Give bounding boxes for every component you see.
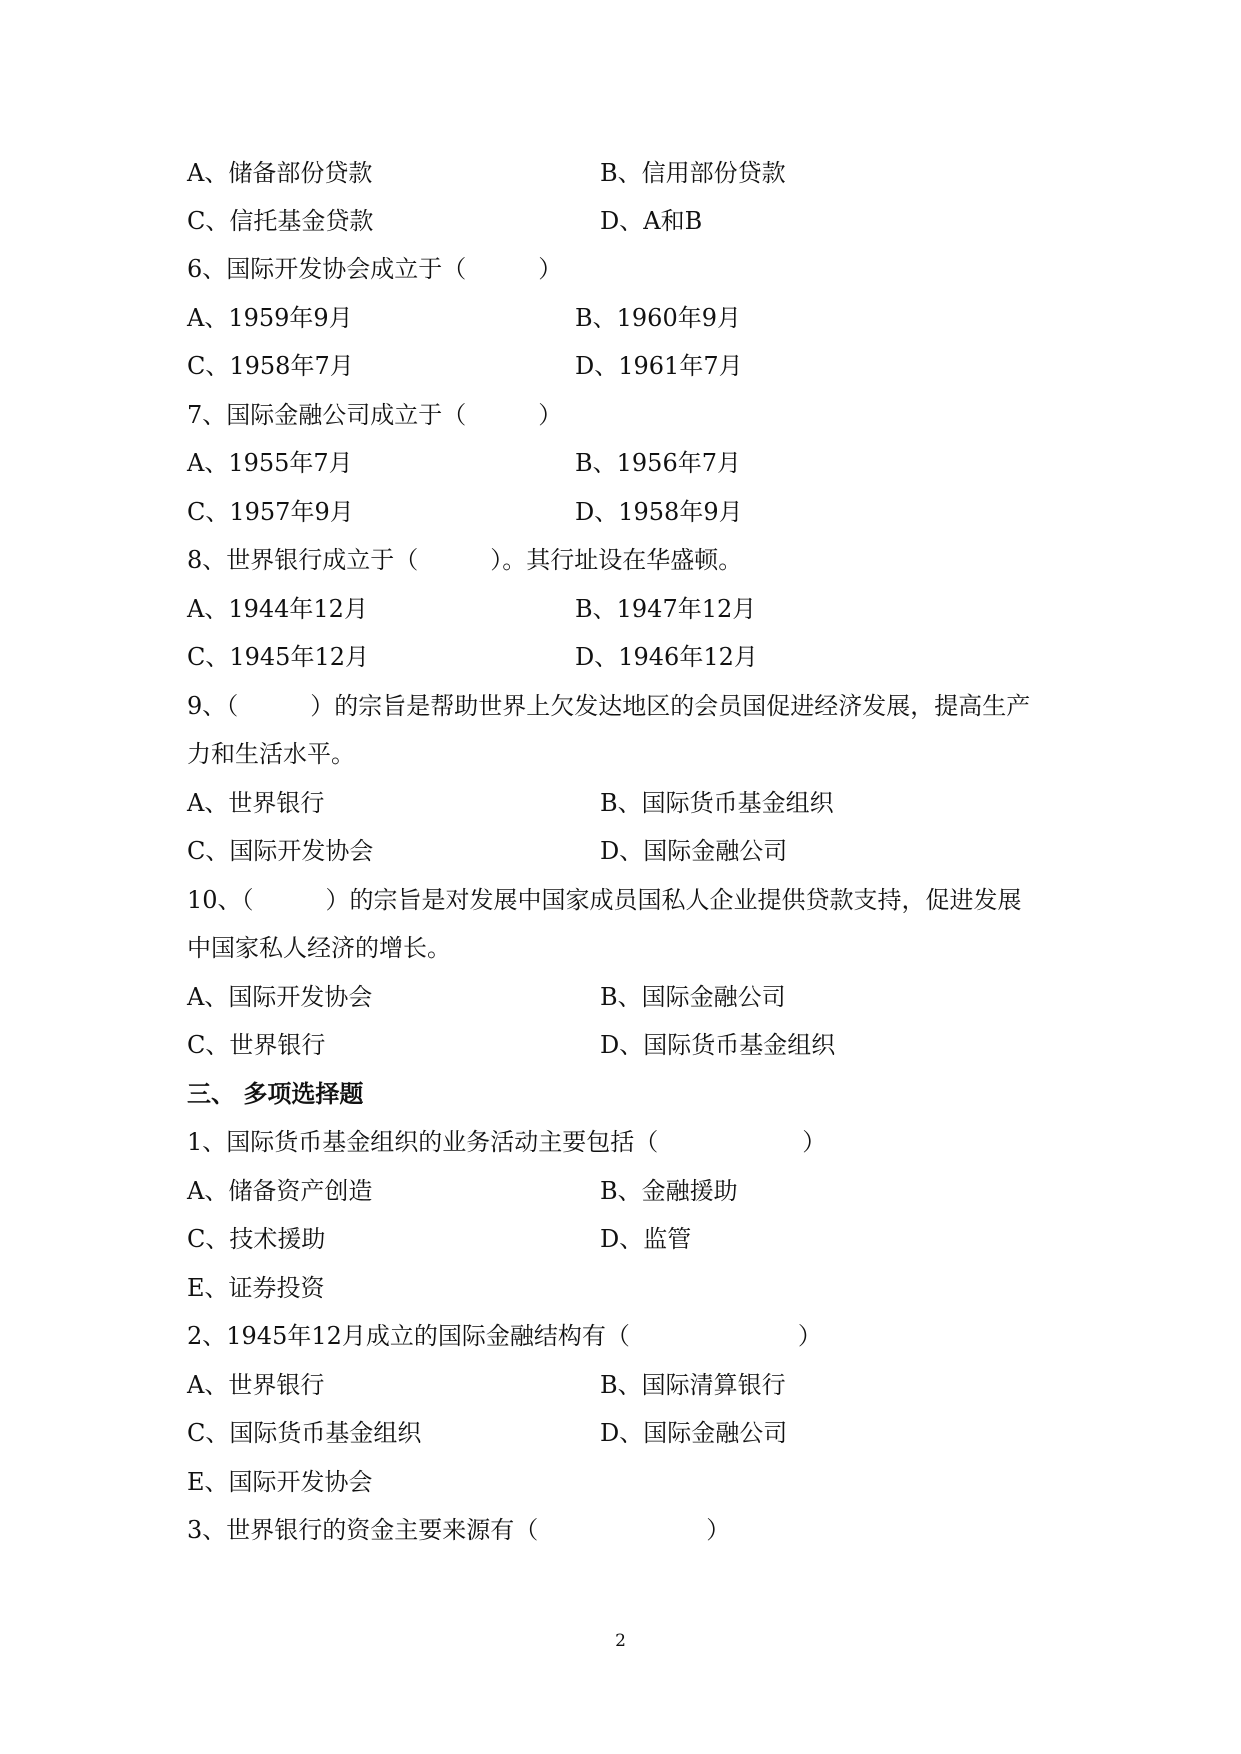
option-d: D、国际金融公司 <box>600 1419 788 1447</box>
option-b: B、1956年7月 <box>575 449 741 477</box>
option-b: B、金融援助 <box>600 1177 738 1205</box>
option-d: D、1958年9月 <box>575 498 743 526</box>
multi-question-2: 2、1945年12月成立的国际金融结构有（ ） <box>187 1322 822 1350</box>
option-a: A、国际开发协会 <box>187 983 373 1011</box>
option-d: D、监管 <box>600 1225 692 1253</box>
question-9-cont: 力和生活水平。 <box>187 740 355 768</box>
option-c: C、1957年9月 <box>187 498 354 526</box>
option-c: C、信托基金贷款 <box>187 207 374 235</box>
option-d: D、1946年12月 <box>575 643 758 671</box>
option-d: D、国际货币基金组织 <box>600 1031 836 1059</box>
option-e: E、证券投资 <box>187 1274 325 1302</box>
option-a: A、世界银行 <box>187 1371 325 1399</box>
option-d: D、国际金融公司 <box>600 837 788 865</box>
multi-question-3: 3、世界银行的资金主要来源有（ ） <box>187 1516 731 1544</box>
option-e: E、国际开发协会 <box>187 1468 373 1496</box>
option-a: A、世界银行 <box>187 789 325 817</box>
option-b: B、信用部份贷款 <box>600 159 786 187</box>
multi-question-1: 1、国际货币基金组织的业务活动主要包括（ ） <box>187 1128 827 1156</box>
option-b: B、1960年9月 <box>575 304 741 332</box>
option-a: A、1944年12月 <box>187 595 368 623</box>
option-d: D、1961年7月 <box>575 352 743 380</box>
option-c: C、国际开发协会 <box>187 837 374 865</box>
question-10: 10、（ ）的宗旨是对发展中国家成员国私人企业提供贷款支持，促进发展 <box>187 886 1022 914</box>
question-6: 6、国际开发协会成立于（ ） <box>187 255 563 283</box>
option-c: C、1958年7月 <box>187 352 354 380</box>
question-7: 7、国际金融公司成立于（ ） <box>187 401 563 429</box>
option-a: A、1955年7月 <box>187 449 353 477</box>
option-a: A、1959年9月 <box>187 304 353 332</box>
option-c: C、技术援助 <box>187 1225 326 1253</box>
option-b: B、国际货币基金组织 <box>600 789 834 817</box>
option-b: B、国际清算银行 <box>600 1371 786 1399</box>
section-heading: 三、 多项选择题 <box>187 1080 364 1108</box>
option-d: D、A和B <box>600 207 703 235</box>
option-b: B、1947年12月 <box>575 595 757 623</box>
page-number: 2 <box>615 1631 626 1651</box>
question-8: 8、世界银行成立于（ ）。其行址设在华盛顿。 <box>187 546 743 574</box>
option-c: C、国际货币基金组织 <box>187 1419 422 1447</box>
option-b: B、国际金融公司 <box>600 983 786 1011</box>
option-c: C、1945年12月 <box>187 643 369 671</box>
question-10-cont: 中国家私人经济的增长。 <box>187 934 451 962</box>
option-c: C、世界银行 <box>187 1031 326 1059</box>
option-a: A、储备部份贷款 <box>187 159 373 187</box>
option-a: A、储备资产创造 <box>187 1177 373 1205</box>
question-9: 9、（ ）的宗旨是帮助世界上欠发达地区的会员国促进经济发展，提高生产 <box>187 692 1031 720</box>
